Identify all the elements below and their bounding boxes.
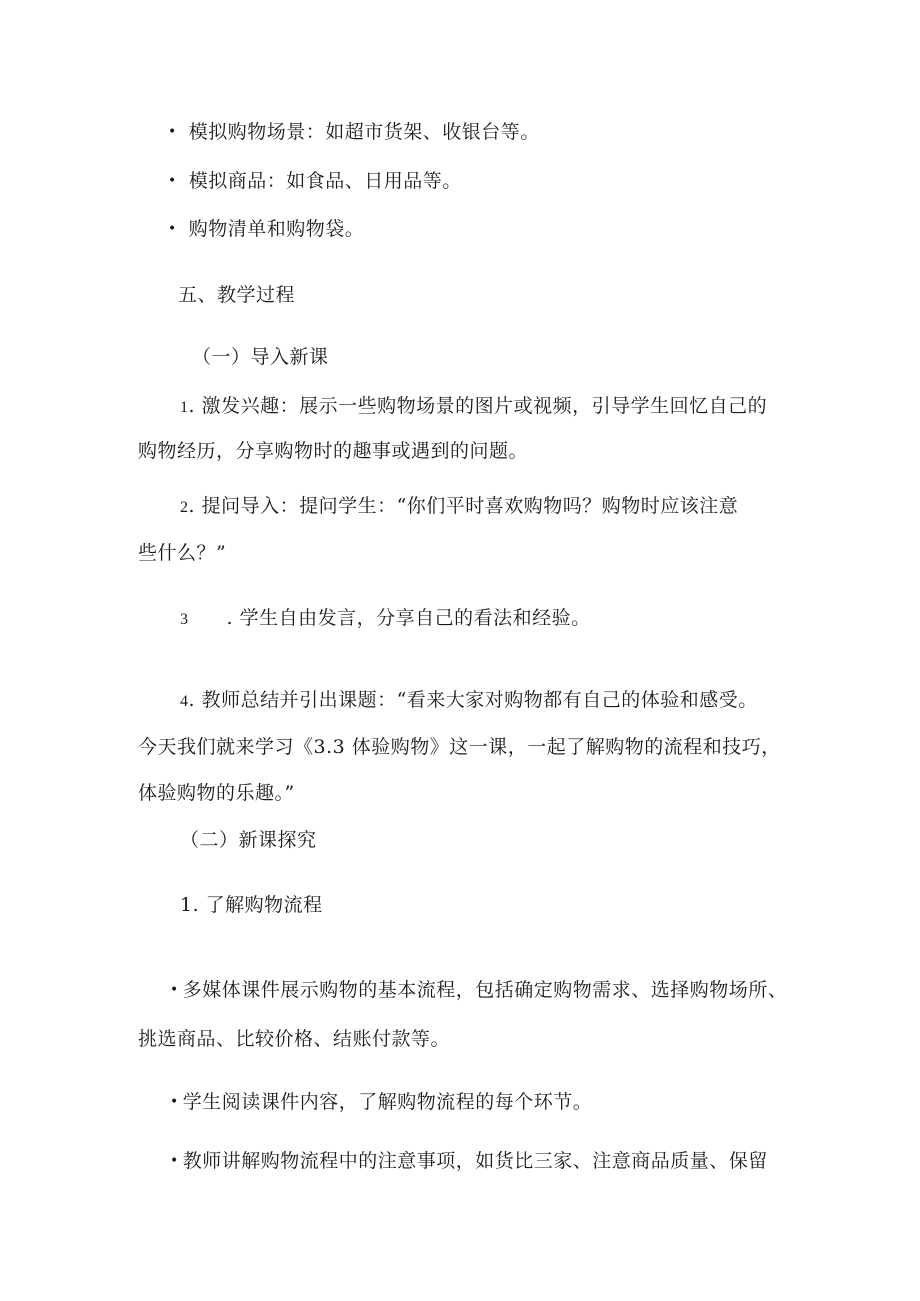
material-item-text: 模拟购物场景：如超市货架、收银台等。 <box>188 121 540 143</box>
paragraph-line <box>180 688 758 714</box>
bullet-paragraph-line <box>170 978 787 1002</box>
bullet-dot-icon: • <box>170 1094 179 1110</box>
paragraph-line: 购物经历，分享购物时的趣事或遇到的问题。 <box>138 440 529 462</box>
subsection-heading: （二）新课探究 <box>180 829 317 851</box>
bullet-text: 学生阅读课件内容，了解购物流程的每个环节。 <box>182 1091 593 1113</box>
bullet-paragraph-line <box>170 1149 768 1173</box>
paragraph-line <box>180 606 591 632</box>
bullet-dot-icon: • <box>170 982 179 998</box>
item-text: . 学生自由发言，分享自己的看法和经验。 <box>226 607 591 629</box>
paragraph-line <box>180 494 738 520</box>
bullet-paragraph-line <box>170 1090 592 1114</box>
section-heading: 五、教学过程 <box>178 284 296 306</box>
sub-heading: 1. 了解购物流程 <box>180 894 323 916</box>
bullet-dot-icon: • <box>170 1153 179 1169</box>
material-item-text: 模拟商品：如食品、日用品等。 <box>188 170 462 192</box>
item-text: . 提问导入：提问学生：“你们平时喜欢购物吗？购物时应该注意 <box>188 495 739 517</box>
item-number: 3 <box>180 611 189 628</box>
paragraph-line <box>180 394 767 420</box>
material-item <box>168 120 540 144</box>
paragraph-line: 体验购物的乐趣。” <box>138 782 295 804</box>
paragraph-line: 挑选商品、比较价格、结账付款等。 <box>138 1028 451 1050</box>
paragraph-line: 今天我们就来学习《3.3 体验购物》这一课，一起了解购物的流程和技巧， <box>138 736 781 758</box>
item-text: . 激发兴趣：展示一些购物场景的图片或视频，引导学生回忆自己的 <box>188 395 768 417</box>
subsection-heading: （一）导入新课 <box>192 346 329 368</box>
material-item <box>168 217 364 241</box>
material-item <box>168 169 462 193</box>
item-number: 2 <box>180 499 189 516</box>
bullet-dot-icon: • <box>168 221 177 237</box>
bullet-text: 教师讲解购物流程中的注意事项，如货比三家、注意商品质量、保留 <box>182 1150 768 1172</box>
material-item-text: 购物清单和购物袋。 <box>188 218 365 240</box>
bullet-dot-icon: • <box>168 124 177 140</box>
item-number: 1 <box>180 399 189 416</box>
item-number: 4 <box>180 693 189 710</box>
paragraph-line: 些什么？” <box>138 542 227 564</box>
item-text: . 教师总结并引出课题：“看来大家对购物都有自己的体验和感受。 <box>188 689 758 711</box>
bullet-dot-icon: • <box>168 173 177 189</box>
bullet-text: 多媒体课件展示购物的基本流程，包括确定购物需求、选择购物场所、 <box>182 979 788 1001</box>
